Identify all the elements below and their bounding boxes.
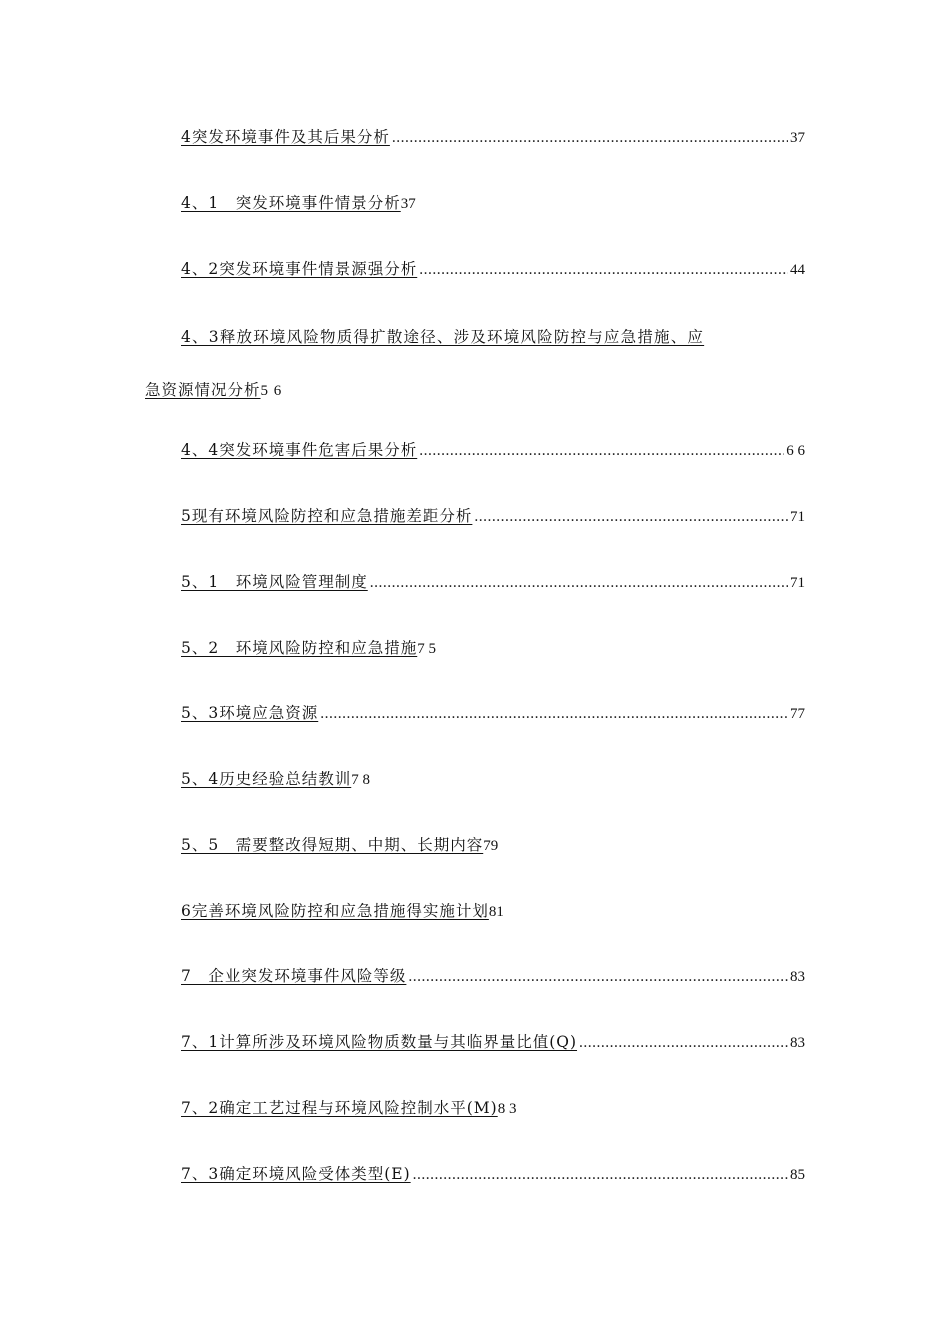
toc-entry[interactable] [181,1098,805,1119]
toc-entry-page: 83 [790,1035,805,1051]
toc-entry[interactable] [181,193,805,214]
toc-entry-page: 71 [790,575,805,591]
toc-entry-label: 7 企业突发环境事件风险等级 [181,967,407,985]
toc-entry-page: 6 6 [786,443,805,459]
toc-entry-page: 37 [400,196,416,212]
toc-entry[interactable] [181,703,805,724]
dot-leader [419,441,784,461]
toc-entry[interactable] [181,769,805,790]
toc-entry-page: 7 5 [417,641,436,657]
toc-entry-label: 5、2 环境风险防控和应急措施 [181,639,418,657]
toc-entry-label: 7、1计算所涉及环境风险物质数量与其临界量比值(Q) [181,1033,578,1051]
toc-entry-label: 4、4突发环境事件危害后果分析 [181,441,418,459]
toc-entry-label: 4突发环境事件及其后果分析 [181,128,390,146]
toc-entry-line2 [145,378,282,400]
dot-leader [370,573,788,593]
toc-entry[interactable] [181,966,805,987]
toc-entry-page: 5 6 [260,383,283,399]
toc-entry-page: 77 [790,706,805,722]
toc-entry-label: 7、3确定环境风险受体类型(E) [181,1165,411,1183]
toc-entry-label: 5、3环境应急资源 [181,704,319,722]
toc-entry-label: 5、5 需要整改得短期、中期、长期内容 [181,836,484,854]
toc-entry-label: 7、2确定工艺过程与环境风险控制水平(M) [181,1099,498,1117]
toc-entry-label: 5、4历史经验总结教训 [181,770,352,788]
dot-leader [419,260,788,280]
toc-entry-label: 5现有环境风险防控和应急措施差距分析 [181,507,473,525]
dot-leader [392,128,788,148]
dot-leader [413,1165,788,1185]
toc-entry-page: 81 [488,904,504,920]
toc-entry-page: 79 [483,838,499,854]
toc-entry[interactable] [181,901,805,922]
toc-entry-page: 8 3 [497,1101,517,1117]
toc-entry-label-line2: 急资源情况分析 [145,381,261,399]
toc-entry-label: 4、1 突发环境事件情景分析 [181,194,401,212]
toc-entry[interactable] [181,440,805,461]
toc-entry-label: 6完善环境风险防控和应急措施得实施计划 [181,902,489,920]
toc-entry[interactable] [181,259,805,280]
dot-leader [579,1033,788,1053]
toc-entry-page: 37 [790,130,805,146]
dot-leader [474,507,788,527]
toc-entry-page: 44 [790,262,805,278]
toc-entry[interactable] [181,638,805,659]
toc-entry-label-line1: 4、3释放环境风险物质得扩散途径、涉及环境风险防控与应急措施、应 [181,328,705,346]
toc-entry[interactable] [181,1032,805,1053]
toc-entry-label: 4、2突发环境事件情景源强分析 [181,260,418,278]
dot-leader [320,704,788,724]
toc-entry-page: 7 8 [351,772,370,788]
dot-leader [408,967,788,987]
toc-entry[interactable] [181,1164,805,1185]
toc-entry[interactable] [181,572,805,593]
toc-entry[interactable] [181,127,805,148]
toc-entry[interactable] [181,835,805,856]
toc-entry[interactable] [181,506,805,527]
toc-entry-label: 5、1 环境风险管理制度 [181,573,368,591]
toc-entry-page: 85 [790,1167,805,1183]
toc-entry-page: 83 [790,969,805,985]
toc-entry-page: 71 [790,509,805,525]
